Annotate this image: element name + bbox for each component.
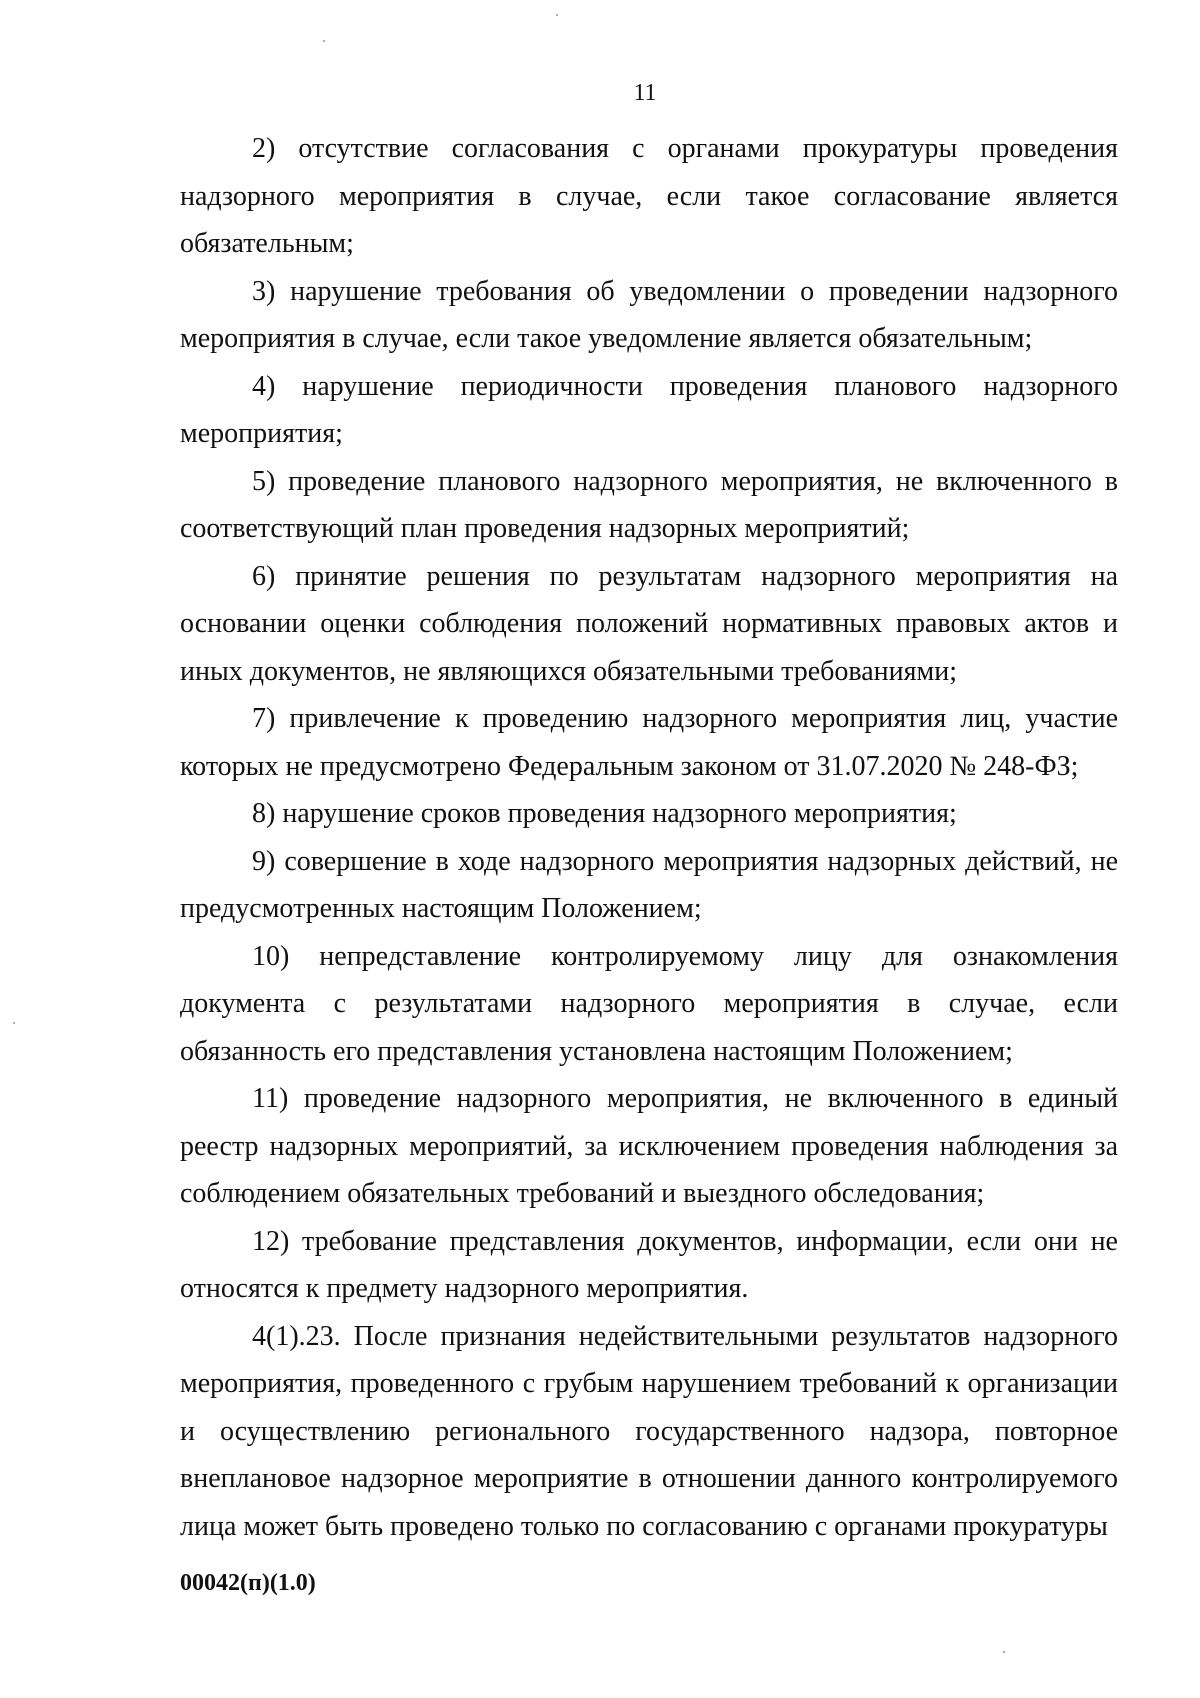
paragraph-item-10: 10) непредставление контролируемому лицу для ознакомления документа с результатами надзорного мероприятия в случае, если обязанность его представления установлена настоящим Положением;	[180, 940, 1118, 1067]
scan-speck	[1003, 1651, 1005, 1653]
paragraph-item-5: 5) проведение планового надзорного мероприятия, не включенного в соответствующий план проведения надзорных мероприятий;	[180, 465, 1118, 544]
paragraph-item-8: 8) нарушение сроков проведения надзорного мероприятия;	[252, 798, 957, 829]
paragraph-item-7: 7) привлечение к проведению надзорного мероприятия лиц, участие которых не предусмотрено Федеральным законом от 31.07.2020 № 248-ФЗ;	[180, 703, 1118, 782]
paragraph-item-2: 2) отсутствие согласования с органами прокуратуры проведения надзорного мероприятия в случае, если такое согласование является обязательным;	[180, 133, 1118, 259]
paragraph-item-11: 11) проведение надзорного мероприятия, не включенного в единый реестр надзорных мероприятий, за исключением проведения наблюдения за соблюдением обязательных требований и выездного обследования;	[180, 1083, 1118, 1209]
paragraph-item-6: 6) принятие решения по результатам надзорного мероприятия на основании оценки соблюдения положений нормативных правовых актов и иных документов, не являющихся обязательными требованиями;	[180, 560, 1118, 687]
document-body	[180, 125, 1118, 1550]
paragraph-item-4: 4) нарушение периодичности проведения планового надзорного мероприятия;	[180, 370, 1118, 449]
scan-speck	[323, 40, 325, 42]
page-number: 11	[633, 80, 657, 106]
scan-speck	[556, 14, 558, 16]
scan-speck	[13, 1022, 15, 1024]
paragraph-section-4-1-23: 4(1).23. После признания недействительными результатов надзорного мероприятия, проведенного с грубым нарушением требований к организации и осуществлению регионального государственного надзора, повторное внеплановое надзорное мероприятие в отношении данного контролируемого лица может быть проведено только по согласованию с органами прокуратуры	[180, 1320, 1118, 1542]
paragraph-item-12: 12) требование представления документов, информации, если они не относятся к предмету надзорного мероприятия.	[180, 1225, 1118, 1304]
paragraph-item-9: 9) совершение в ходе надзорного мероприятия надзорных действий, не предусмотренных настоящим Положением;	[180, 845, 1118, 924]
document-code: 00042(п)(1.0)	[180, 1570, 316, 1596]
paragraph-item-3: 3) нарушение требования об уведомлении о проведении надзорного мероприятия в случае, если такое уведомление является обязательным;	[180, 275, 1118, 354]
